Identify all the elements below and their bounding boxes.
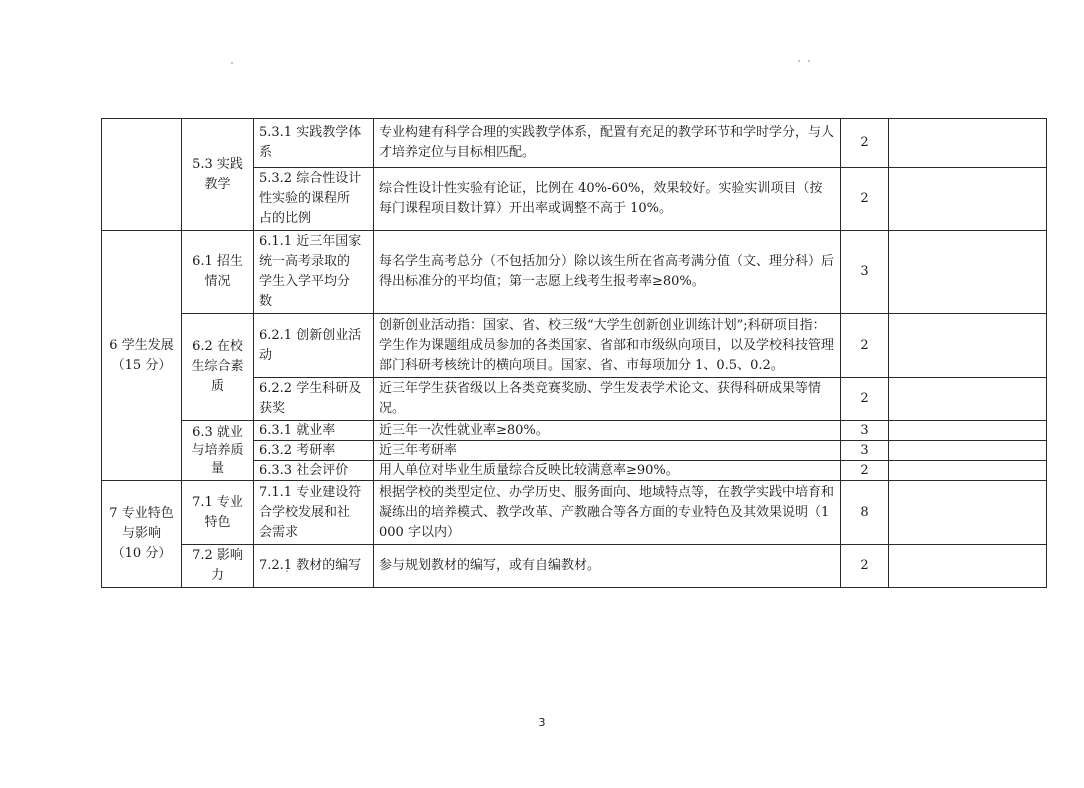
score-cell: 3 xyxy=(841,441,889,461)
score-cell: 2 xyxy=(841,461,889,481)
description-cell: 用人单位对毕业生质量综合反映比较满意率≥90%。 xyxy=(374,461,841,481)
blank-cell xyxy=(889,421,1047,441)
table-row xyxy=(102,314,1047,378)
score-cell: 2 xyxy=(841,545,889,588)
blank-cell xyxy=(889,461,1047,481)
subcategory-cell: 7.2 影响 力 xyxy=(182,545,254,588)
description-cell: 近三年考研率 xyxy=(374,441,841,461)
blank-cell xyxy=(889,481,1047,545)
item-cell: 6.3.2 考研率 xyxy=(254,441,374,461)
item-cell: 6.2.1 创新创业活 动 xyxy=(254,314,374,378)
category-cell: 7 专业特色 与影响 （10 分） xyxy=(102,481,182,588)
score-cell: 2 xyxy=(841,378,889,421)
blank-cell xyxy=(889,231,1047,314)
score-cell: 3 xyxy=(841,421,889,441)
blank-cell xyxy=(889,378,1047,421)
category-cell xyxy=(102,119,182,231)
score-cell: 2 xyxy=(841,314,889,378)
item-cell: 5.3.2 综合性设计 性实验的课程所 占的比例 xyxy=(254,168,374,231)
description-cell: 参与规划教材的编写，或有自编教材。 xyxy=(374,545,841,588)
description-cell: 根据学校的类型定位、办学历史、服务面向、地域特点等，在教学实践中培育和凝练出的培养模式、教学改革、产教融合等各方面的专业特色及其效果说明（1000 字以内） xyxy=(374,481,841,545)
table-row xyxy=(102,231,1047,314)
description-cell: 创新创业活动指：国家、省、校三级“大学生创新创业训练计划”;科研项目指：学生作为课题组成员参加的各类国家、省部和市级纵向项目，以及学校科技管理部门科研考核统计的横向项目。国家、省、市每项加分 1、0.5、0.2。 xyxy=(374,314,841,378)
item-cell: 6.2.2 学生科研及 获奖 xyxy=(254,378,374,421)
subcategory-cell: 7.1 专业 特色 xyxy=(182,481,254,545)
table-row xyxy=(102,481,1047,545)
subcategory-cell: 6.1 招生 情况 xyxy=(182,231,254,314)
evaluation-table xyxy=(101,118,1047,588)
score-cell: 2 xyxy=(841,119,889,168)
item-cell: 6.3.1 就业率 xyxy=(254,421,374,441)
description-cell: 综合性设计性实验有论证，比例在 40%-60%，效果较好。实验实训项目（按每门课程项目数计算）开出率或调整不高于 10%。 xyxy=(374,168,841,231)
blank-cell xyxy=(889,119,1047,168)
item-cell: 6.1.1 近三年国家 统一高考录取的 学生入学平均分 数 xyxy=(254,231,374,314)
table-row xyxy=(102,421,1047,441)
blank-cell xyxy=(889,314,1047,378)
table-row xyxy=(102,545,1047,588)
description-cell: 近三年一次性就业率≥80%。 xyxy=(374,421,841,441)
description-cell: 每名学生高考总分（不包括加分）除以该生所在省高考满分值（文、理分科）后得出标准分的平均值；第一志愿上线考生报考率≥80%。 xyxy=(374,231,841,314)
score-cell: 8 xyxy=(841,481,889,545)
table-row xyxy=(102,119,1047,168)
item-cell: 6.3.3 社会评价 xyxy=(254,461,374,481)
score-cell: 3 xyxy=(841,231,889,314)
score-cell: 2 xyxy=(841,168,889,231)
subcategory-cell: 6.2 在校 生综合素 质 xyxy=(182,314,254,421)
item-cell: 7.2.1 教材的编写 xyxy=(254,545,374,588)
scan-speck xyxy=(231,62,233,64)
blank-cell xyxy=(889,168,1047,231)
subcategory-cell: 5.3 实践 教学 xyxy=(182,119,254,231)
item-cell: 5.3.1 实践教学体 系 xyxy=(254,119,374,168)
scan-speck xyxy=(808,60,810,62)
page-number: 3 xyxy=(538,716,546,729)
blank-cell xyxy=(889,545,1047,588)
description-cell: 近三年学生获省级以上各类竞赛奖励、学生发表学术论文、获得科研成果等情况。 xyxy=(374,378,841,421)
blank-cell xyxy=(889,441,1047,461)
description-cell: 专业构建有科学合理的实践教学体系，配置有充足的教学环节和学时学分，与人才培养定位与目标相匹配。 xyxy=(374,119,841,168)
scan-speck xyxy=(798,60,800,62)
category-cell: 6 学生发展 （15 分） xyxy=(102,231,182,481)
subcategory-cell: 6.3 就业 与培养质 量 xyxy=(182,421,254,481)
item-cell: 7.1.1 专业建设符 合学校发展和社 会需求 xyxy=(254,481,374,545)
